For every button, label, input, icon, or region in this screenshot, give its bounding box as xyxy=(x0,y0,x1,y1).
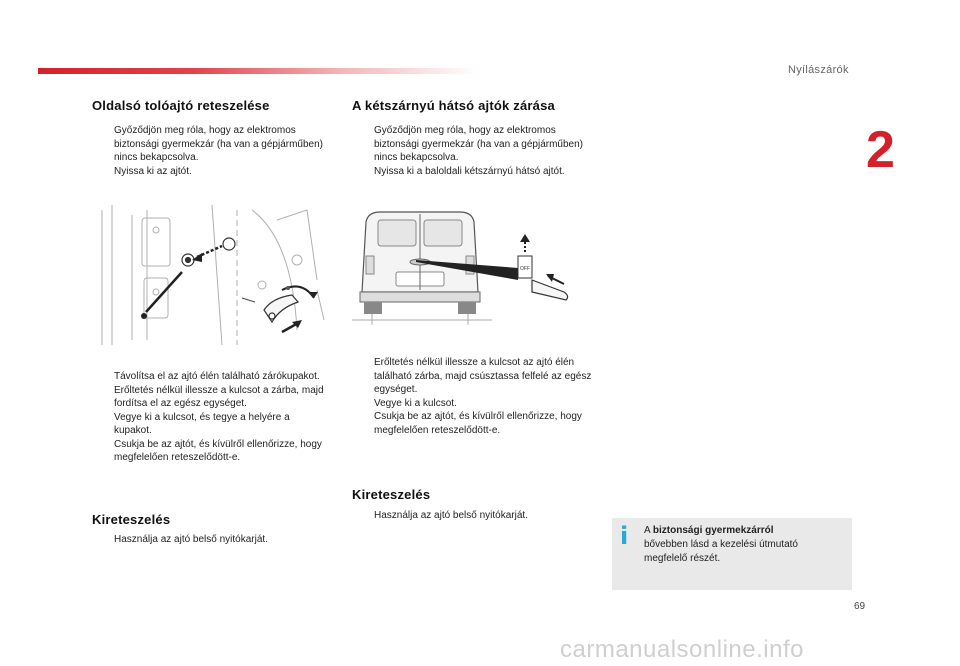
info-icon: i xyxy=(620,522,629,550)
list-item: Győződjön meg róla, hogy az elektromos biztonsági gyermekzár (ha van a gépjárműben) nincs bekapcsolva. xyxy=(114,125,323,163)
heading-rear-doors-locking: A kétszárnyú hátsó ajtók zárása xyxy=(352,98,555,113)
list-item: Csukja be az ajtót, és kívülről ellenőrizze, hogy megfelelően reteszelődött-e. xyxy=(374,411,582,436)
list-sliding-door-prep xyxy=(92,124,328,178)
info-box xyxy=(612,518,852,590)
list-unlocking-right xyxy=(352,509,592,523)
list-item: Győződjön meg róla, hogy az elektromos biztonsági gyermekzár (ha van a gépjárműben) nincs bekapcsolva. xyxy=(374,125,583,163)
list-item: Vegye ki a kulcsot. xyxy=(374,397,457,409)
chapter-number: 2 xyxy=(866,121,895,179)
list-item: Vegye ki a kulcsot, és tegye a helyére a kupakot. xyxy=(114,411,290,436)
list-item: Erőltetés nélkül illessze a kulcsot a zárba, majd fordítsa el az egész egységet. xyxy=(114,384,324,409)
watermark: carmanualsonline.info xyxy=(560,636,804,663)
list-item: Nyissa ki a baloldali kétszárnyú hátsó ajtót. xyxy=(374,165,565,177)
list-rear-doors-steps xyxy=(352,356,592,437)
van-rear-drawing-icon xyxy=(352,200,592,325)
heading-unlocking-left: Kireteszelés xyxy=(92,512,171,527)
list-unlocking-left xyxy=(92,533,328,547)
list-item: Csukja be az ajtót, és kívülről ellenőrizze, hogy megfelelően reteszelődött-e. xyxy=(114,438,322,463)
heading-unlocking-right: Kireteszelés xyxy=(352,487,431,502)
section-name: Nyílászárók xyxy=(788,64,849,76)
off-label: OFF xyxy=(520,266,530,272)
list-item: Távolítsa el az ajtó élén található zárókupakot. xyxy=(114,371,320,382)
info-text: A biztonsági gyermekzárról bővebben lásd a kezelési útmutató megfelelő részét. xyxy=(644,525,798,564)
door-lock-drawing-icon xyxy=(92,200,332,350)
header-accent-bar xyxy=(38,68,478,74)
heading-sliding-door-locking: Oldalsó tolóajtó reteszelése xyxy=(92,98,270,113)
list-item: Nyissa ki az ajtót. xyxy=(114,165,192,177)
list-sliding-door-steps xyxy=(92,370,328,465)
rear-doors-lock-illustration xyxy=(352,200,592,325)
list-item: Erőltetés nélkül illessze a kulcsot az ajtó élén található zárba, majd csúsztassa felfelé az egész egységet. xyxy=(374,357,592,395)
list-item: Használja az ajtó belső nyitókarját. xyxy=(374,510,528,521)
sliding-door-lock-illustration xyxy=(92,200,332,350)
page-number: 69 xyxy=(854,601,866,612)
list-rear-doors-prep xyxy=(352,124,592,178)
list-item: Használja az ajtó belső nyitókarját. xyxy=(114,534,268,545)
